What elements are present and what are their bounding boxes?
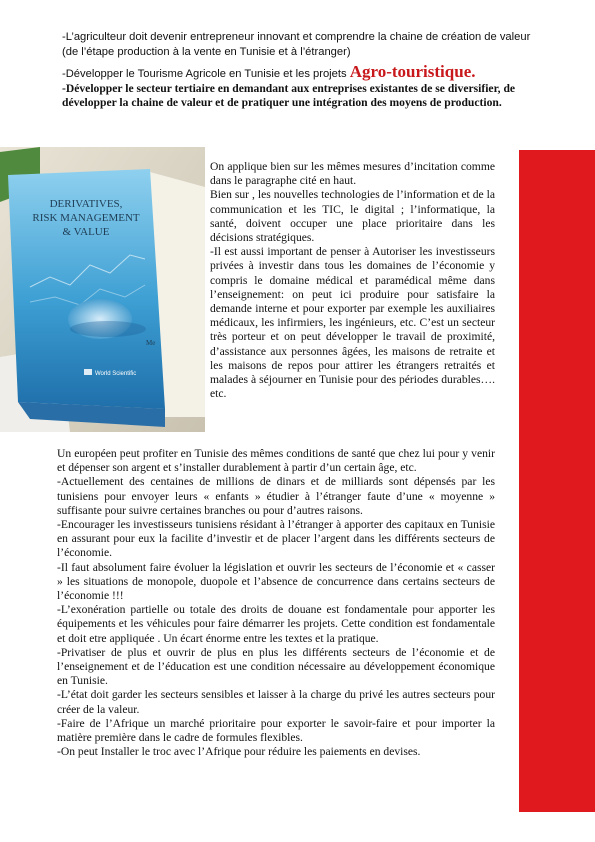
book-publisher: World Scientific (95, 371, 137, 377)
bottom-paragraph: Un européen peut profiter en Tunisie des mêmes conditions de santé que chez lui pour y venir et dépenser son argent et s’installer durablement à partir d’un certain âge, etc. (57, 447, 495, 475)
intro-paragraph-2 (62, 62, 532, 82)
agro-touristique-highlight: Agro-touristique. (349, 62, 476, 82)
bottom-paragraph: -Actuellement des centaines de millions de dinars et de milliards sont dépensés par les tunisiens pour envoyer leurs « enfants » étudier à l’étranger faute d’une « moyenne » suffisante pour suivre certaines branches ou pour d’autres raisons. (57, 475, 495, 517)
right-paragraph-3: -Il est aussi important de penser à Autoriser les investisseurs privées à investir dans tous les domaines de l’économie y compris le domaine médical et paramédical même dans l’enseignement: on peut ici produire pour satisfaire la demande interne et pour exporter par exemple les auxiliaires médicaux, les infirmiers, les ingénieurs, etc. C’est un secteur très porteur et on peut développer le travail de proximité, d’assistance aux personnes âgées, les maisons de retraite et les maisons de repos pour attirer les étrangers retraités et malades à séjourner en Tunisie pour des périodes durables…. etc. (210, 245, 495, 401)
right-paragraph-1: On applique bien sur les mêmes mesures d’incitation comme dans le paragraphe cité en haut. (210, 160, 495, 188)
book-title-line3: & VALUE (62, 226, 110, 238)
bottom-paragraph: -Il faut absolument faire évoluer la législation et ouvrir les secteurs de l’économie et « casser » les situations de monopole, duopole et l’absence de concurrence dans certains secteurs de l’économie !!! (57, 560, 495, 603)
book-illustration (0, 147, 205, 432)
right-paragraph-2: Bien sur , les nouvelles technologies de l’information et de la communication et les TIC, le digital ; l’informatique, la santé, doivent occuper une place prioritaire dans les décisions stratégiques. (210, 188, 495, 245)
bottom-paragraph: -Privatiser de plus et ouvrir de plus en plus les différents secteurs de l’économie et de l’enseignement et de l’éducation est une condition nécessaire au développement économique en Tunisie. (57, 645, 495, 688)
right-column-text (210, 160, 495, 401)
intro-paragraph-1: -L’agriculteur doit devenir entrepreneur innovant et comprendre la chaine de création de valeur (de l’étape production à la vente en Tunisie et à l’étranger) (62, 31, 531, 58)
intro-paragraph-2-text: -Développer le Tourisme Agricole en Tunisie et les projets (62, 68, 350, 81)
bottom-paragraph: -Encourager les investisseurs tunisiens résidant à l’étranger à apporter des capitaux en Tunisie en assurant pour eux la facilite d’investir et de placer l’argent dans les différents secteurs de l’économie. (57, 518, 495, 560)
bottom-paragraph: -L’exonération partielle ou totale des droits de douane est fondamentale pour apporter les équipements et les véhicules pour faire démarrer les projets. Cette condition est fondamentale et doit etre appliquée . Un écart énorme entre les textes et la pratique. (57, 603, 495, 645)
bottom-paragraph: -Faire de l’Afrique un marché prioritaire pour exporter le savoir-faire et pour importer la matière première dans le cadre de formules flexibles. (57, 716, 495, 745)
book-title-line2: RISK MANAGEMENT (32, 212, 140, 224)
bottom-paragraph: -On peut Installer le troc avec l’Afrique pour réduire les paiements en devises. (57, 745, 421, 759)
intro-paragraph-3: -Développer le secteur tertiaire en demandant aux entreprises existantes de se diversifier, de développer la chaine de valeur et de pratiquer une intégration des moyens de production. (62, 81, 516, 110)
intro-block (62, 30, 532, 117)
red-side-bar (519, 150, 595, 812)
bottom-paragraph: -L’état doit garder les secteurs sensibles et laisser à la charge du privé les autres secteurs pour créer de la valeur. (57, 688, 495, 716)
book-author-fragment: Me (146, 339, 156, 347)
bottom-text-block (57, 447, 495, 759)
book-title-line1: DERIVATIVES, (49, 198, 123, 210)
book-photo (0, 147, 205, 432)
